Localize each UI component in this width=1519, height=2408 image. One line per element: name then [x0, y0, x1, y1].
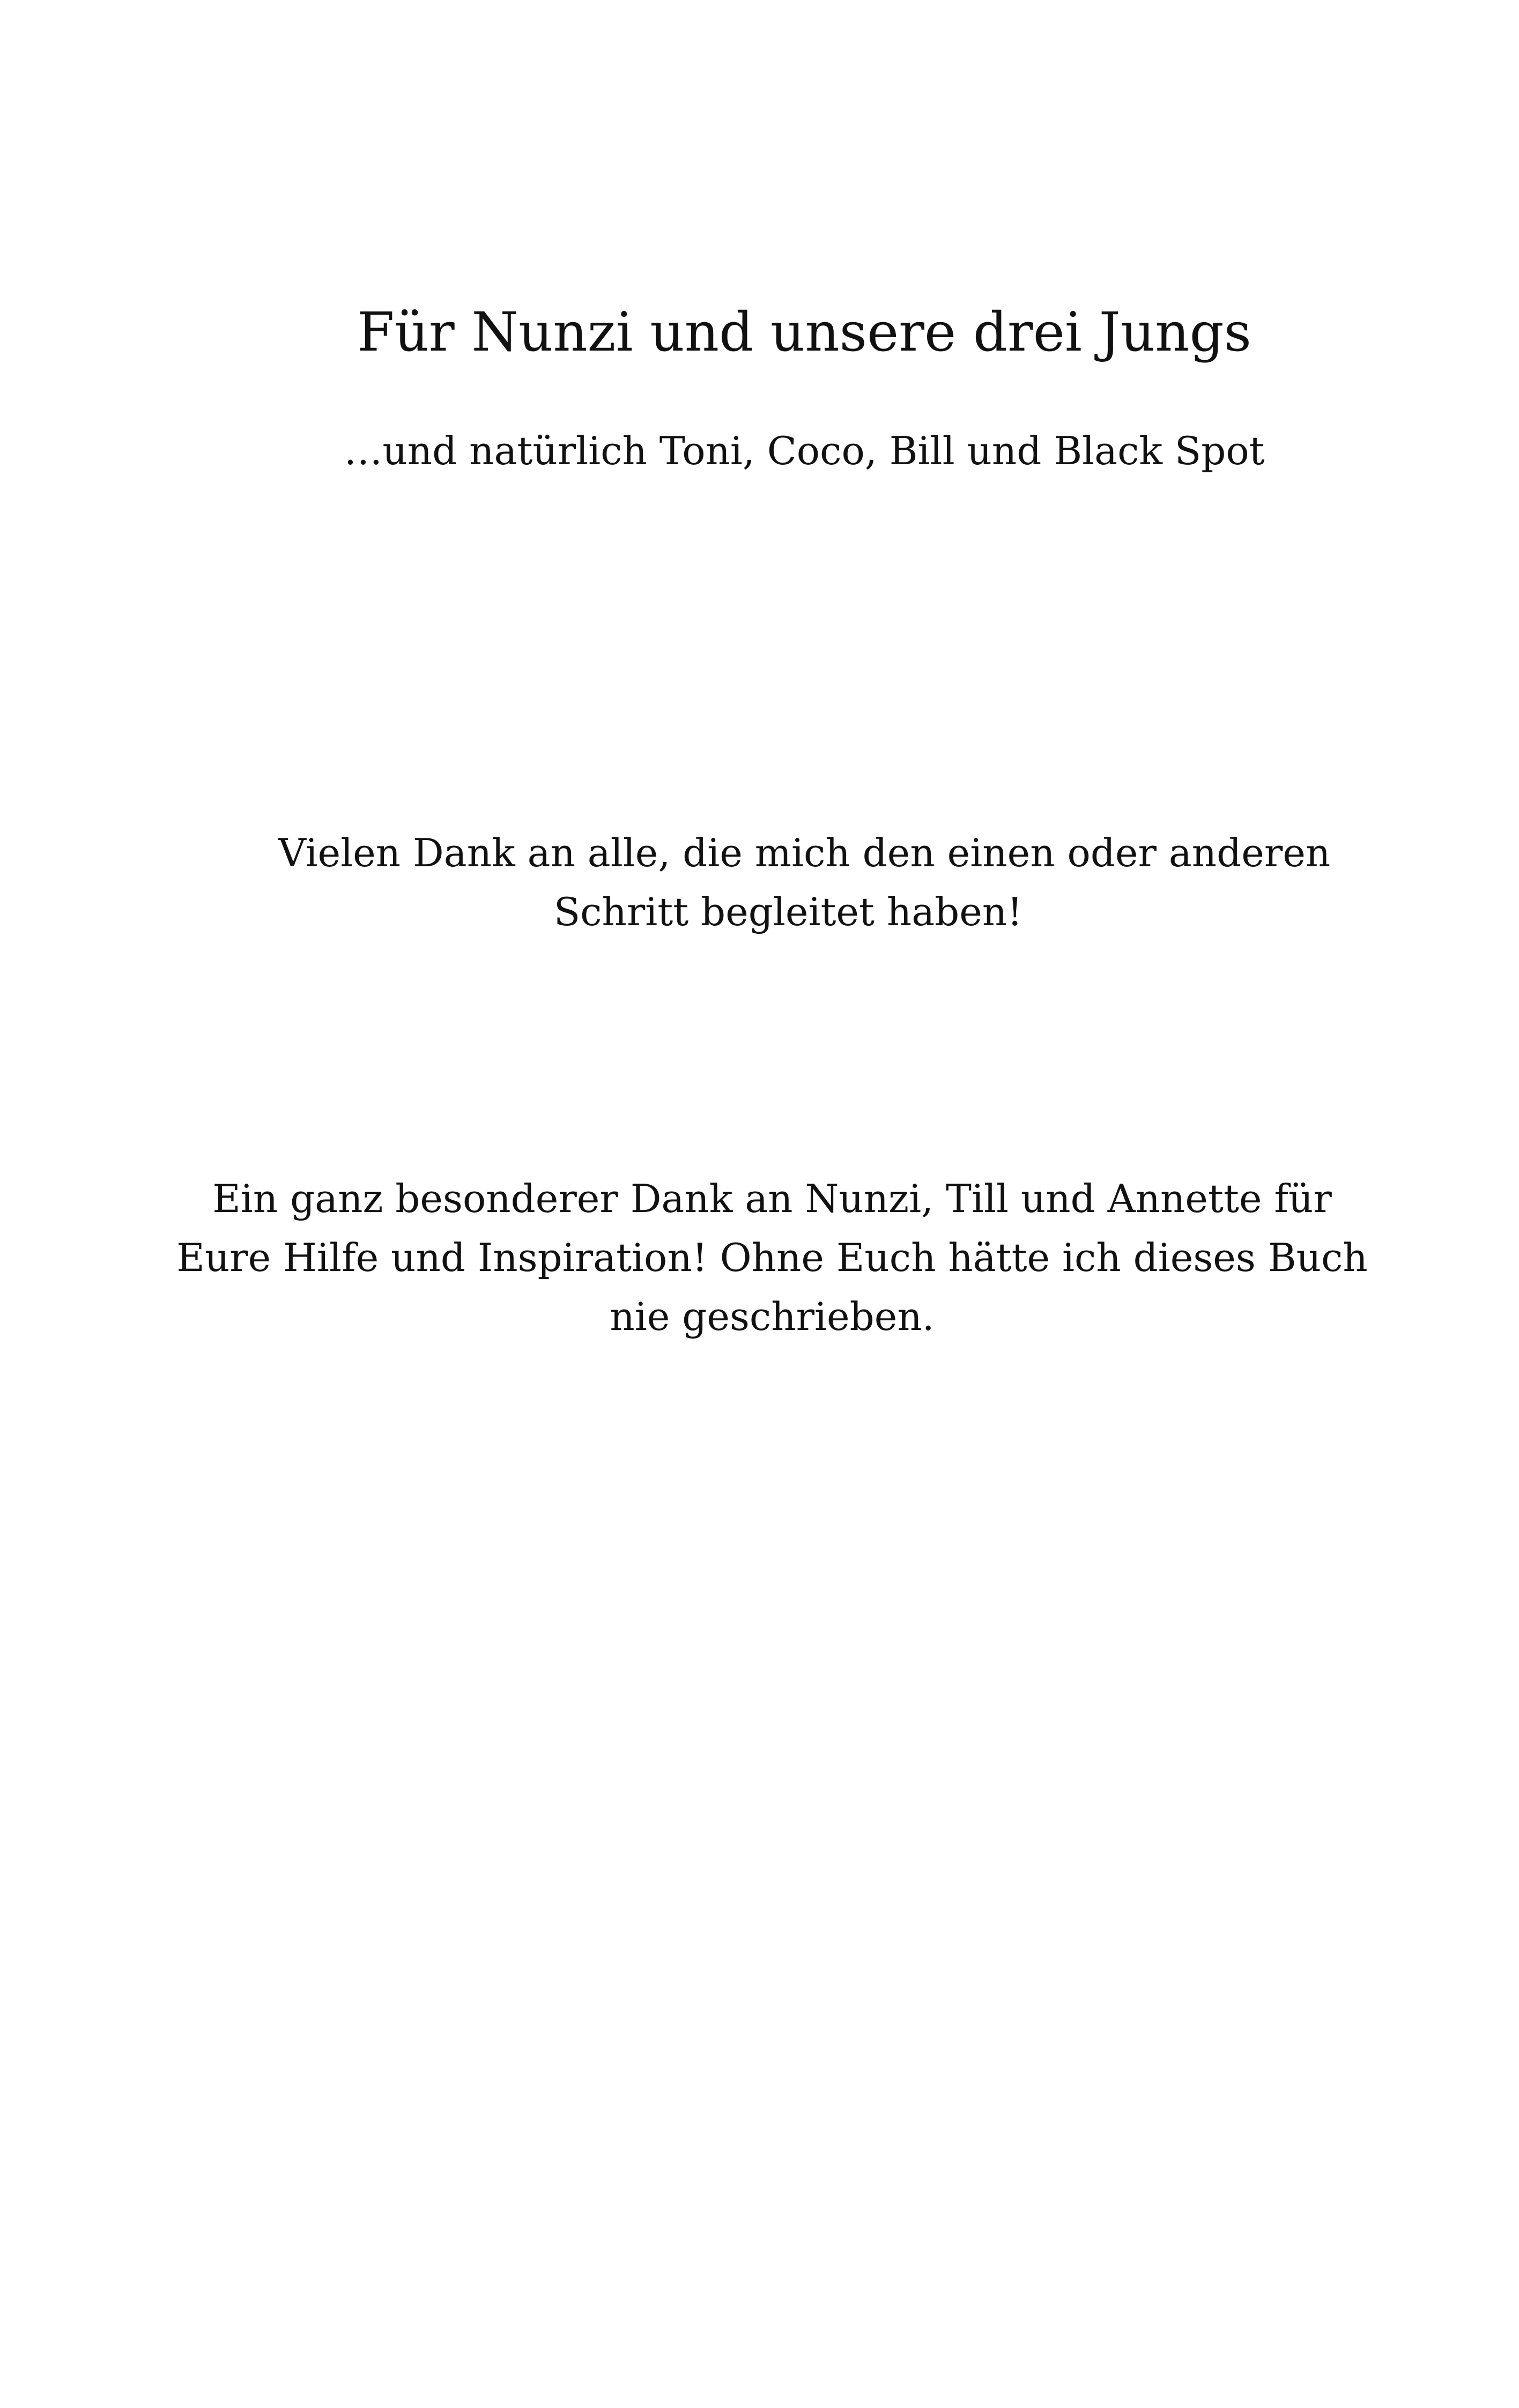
thanks-line-1: Vielen Dank an alle, die mich den einen oder anderen: [278, 830, 1331, 875]
special-thanks-line-2: Eure Hilfe und Inspiration! Ohne Euch hätte ich dieses Buch: [176, 1235, 1368, 1280]
dedication-subtitle: …und natürlich Toni, Coco, Bill und Black Spot: [344, 428, 1265, 473]
thanks-line-2: Schritt begleitet haben!: [553, 889, 1023, 934]
special-thanks-line-1: Ein ganz besonderer Dank an Nunzi, Till und Annette für: [212, 1176, 1332, 1221]
dedication-title: Für Nunzi und unsere drei Jungs: [357, 301, 1251, 363]
special-thanks-line-3: nie geschrieben.: [610, 1294, 935, 1339]
